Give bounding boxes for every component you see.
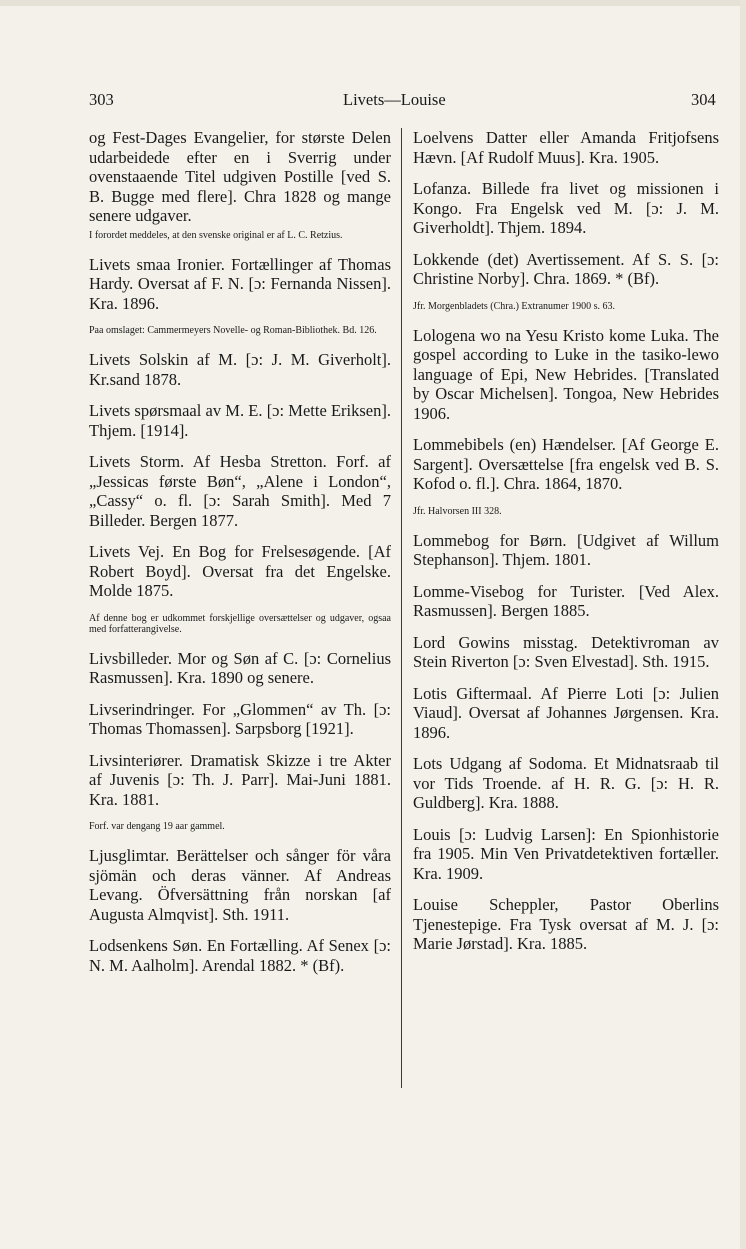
page-edge-top: [0, 0, 746, 6]
entry: Livserindringer. For „Glommen“ av Th. [ɔ: Thomas Thomassen]. Sarpsborg [1921].: [89, 699, 391, 738]
running-title: Livets—Louise: [343, 90, 446, 109]
entry-note: Af denne bog er udkommet forskjellige oversættelser og udgaver, ogsaa med forfatterangivelse.: [89, 612, 391, 635]
entry: Lokkende (det) Avertissement. Af S. S. [ɔ: Christine Norby]. Chra. 1869. * (Bf).: [413, 249, 719, 288]
entry: Lord Gowins misstag. Detektivroman av Stein Riverton [ɔ: Sven Elvestad]. Sth. 1915.: [413, 632, 719, 671]
entry: Livets Solskin af M. [ɔ: J. M. Giverholt]. Kr.sand 1878.: [89, 350, 391, 389]
left-page-number: 303: [89, 90, 114, 109]
entry: Livsbilleder. Mor og Søn af C. [ɔ: Cornelius Rasmussen]. Kra. 1890 og senere.: [89, 648, 391, 687]
right-column: [413, 128, 719, 966]
page-edge-right: [740, 0, 746, 1249]
entry: Livsinteriører. Dramatisk Skizze i tre Akter af Juvenis [ɔ: Th. J. Parr]. Mai-Juni 1881. Kra. 1881.: [89, 750, 391, 809]
entry: Lomme-Visebog for Turister. [Ved Alex. Rasmussen]. Bergen 1885.: [413, 581, 719, 620]
entry: Lotis Giftermaal. Af Pierre Loti [ɔ: Julien Viaud]. Oversat af Johannes Jørgensen. Kra. 1896.: [413, 683, 719, 742]
entry-note: Paa omslaget: Cammermeyers Novelle- og Roman-Bibliothek. Bd. 126.: [89, 325, 377, 336]
entry-note: Jfr. Halvorsen III 328.: [413, 505, 502, 517]
column-divider: [401, 128, 402, 1088]
left-column: [89, 128, 391, 987]
entry: Louis [ɔ: Ludvig Larsen]: En Spionhistorie fra 1905. Min Ven Privatdetektiven fortæller. Kra. 1909.: [413, 824, 719, 883]
entry: Livets spørsmaal av M. E. [ɔ: Mette Eriksen]. Thjem. [1914].: [89, 401, 391, 440]
entry: Lologena wo na Yesu Kristo kome Luka. The gospel according to Luke in the tasiko-lewo language of Epi, New Hebrides. [Translated by Oscar Michelsen]. Tongoa, New Hebrides 1906.: [413, 325, 719, 423]
right-page-number: 304: [691, 90, 716, 109]
entry: Livets Storm. Af Hesba Stretton. Forf. af „Jessicas første Bøn“, „Alene i London“, „Cassy“ o. fl. [ɔ: Sarah Smith]. Med 7 Billeder. Bergen 1877.: [89, 452, 391, 530]
entry: Livets smaa Ironier. Fortællinger af Thomas Hardy. Oversat af F. N. [ɔ: Fernanda Nissen]. Kra. 1896.: [89, 254, 391, 313]
entry: Lommebog for Børn. [Udgivet af Willum Stephanson]. Thjem. 1801.: [413, 530, 719, 569]
entry-note: I forordet meddeles, at den svenske original er af L. C. Retzius.: [89, 229, 343, 241]
entry: Livets Vej. En Bog for Frelsesøgende. [Af Robert Boyd]. Oversat fra det Engelske. Molde 1875.: [89, 542, 391, 600]
entry-note: Jfr. Morgenbladets (Chra.) Extranumer 1900 s. 63.: [413, 300, 615, 312]
entry: Louise Scheppler, Pastor Oberlins Tjenestepige. Fra Tysk oversat af M. J. [ɔ: Marie Jørstad]. Kra. 1885.: [413, 895, 719, 953]
entry: Loelvens Datter eller Amanda Fritjofsens Hævn. [Af Rudolf Muus]. Kra. 1905.: [413, 128, 719, 167]
entry: Lofanza. Billede fra livet og missionen i Kongo. Fra Engelsk ved M. [ɔ: J. M. Giverholdt]. Thjem. 1894.: [413, 179, 719, 237]
entry: Lodsenkens Søn. En Fortælling. Af Senex [ɔ: N. M. Aalholm]. Arendal 1882. * (Bf).: [89, 936, 391, 975]
entry: Ljusglimtar. Berättelser och sånger för våra sjömän och deras vänner. Af Andreas Levang. Öfversättning från norskan [af Augusta Almqvist]. Sth. 1911.: [89, 846, 391, 924]
entry: Lommebibels (en) Hændelser. [Af George E. Sargent]. Oversættelse [fra engelsk ved B. S. Kofod o. fl.]. Chra. 1864, 1870.: [413, 435, 719, 493]
entry: og Fest-Dages Evangelier, for største Delen udarbeidede efter en i Sverrig under ovenstaaende Titel udgiven Postille [ved S. B. Bugge med flere]. Chra 1828 og mange senere udgaver.: [89, 128, 391, 225]
entry-note: Forf. var dengang 19 aar gammel.: [89, 821, 225, 832]
entry: Lots Udgang af Sodoma. Et Midnatsraab til vor Tids Troende. af H. R. G. [ɔ: H. R. Guldberg]. Kra. 1888.: [413, 754, 719, 812]
